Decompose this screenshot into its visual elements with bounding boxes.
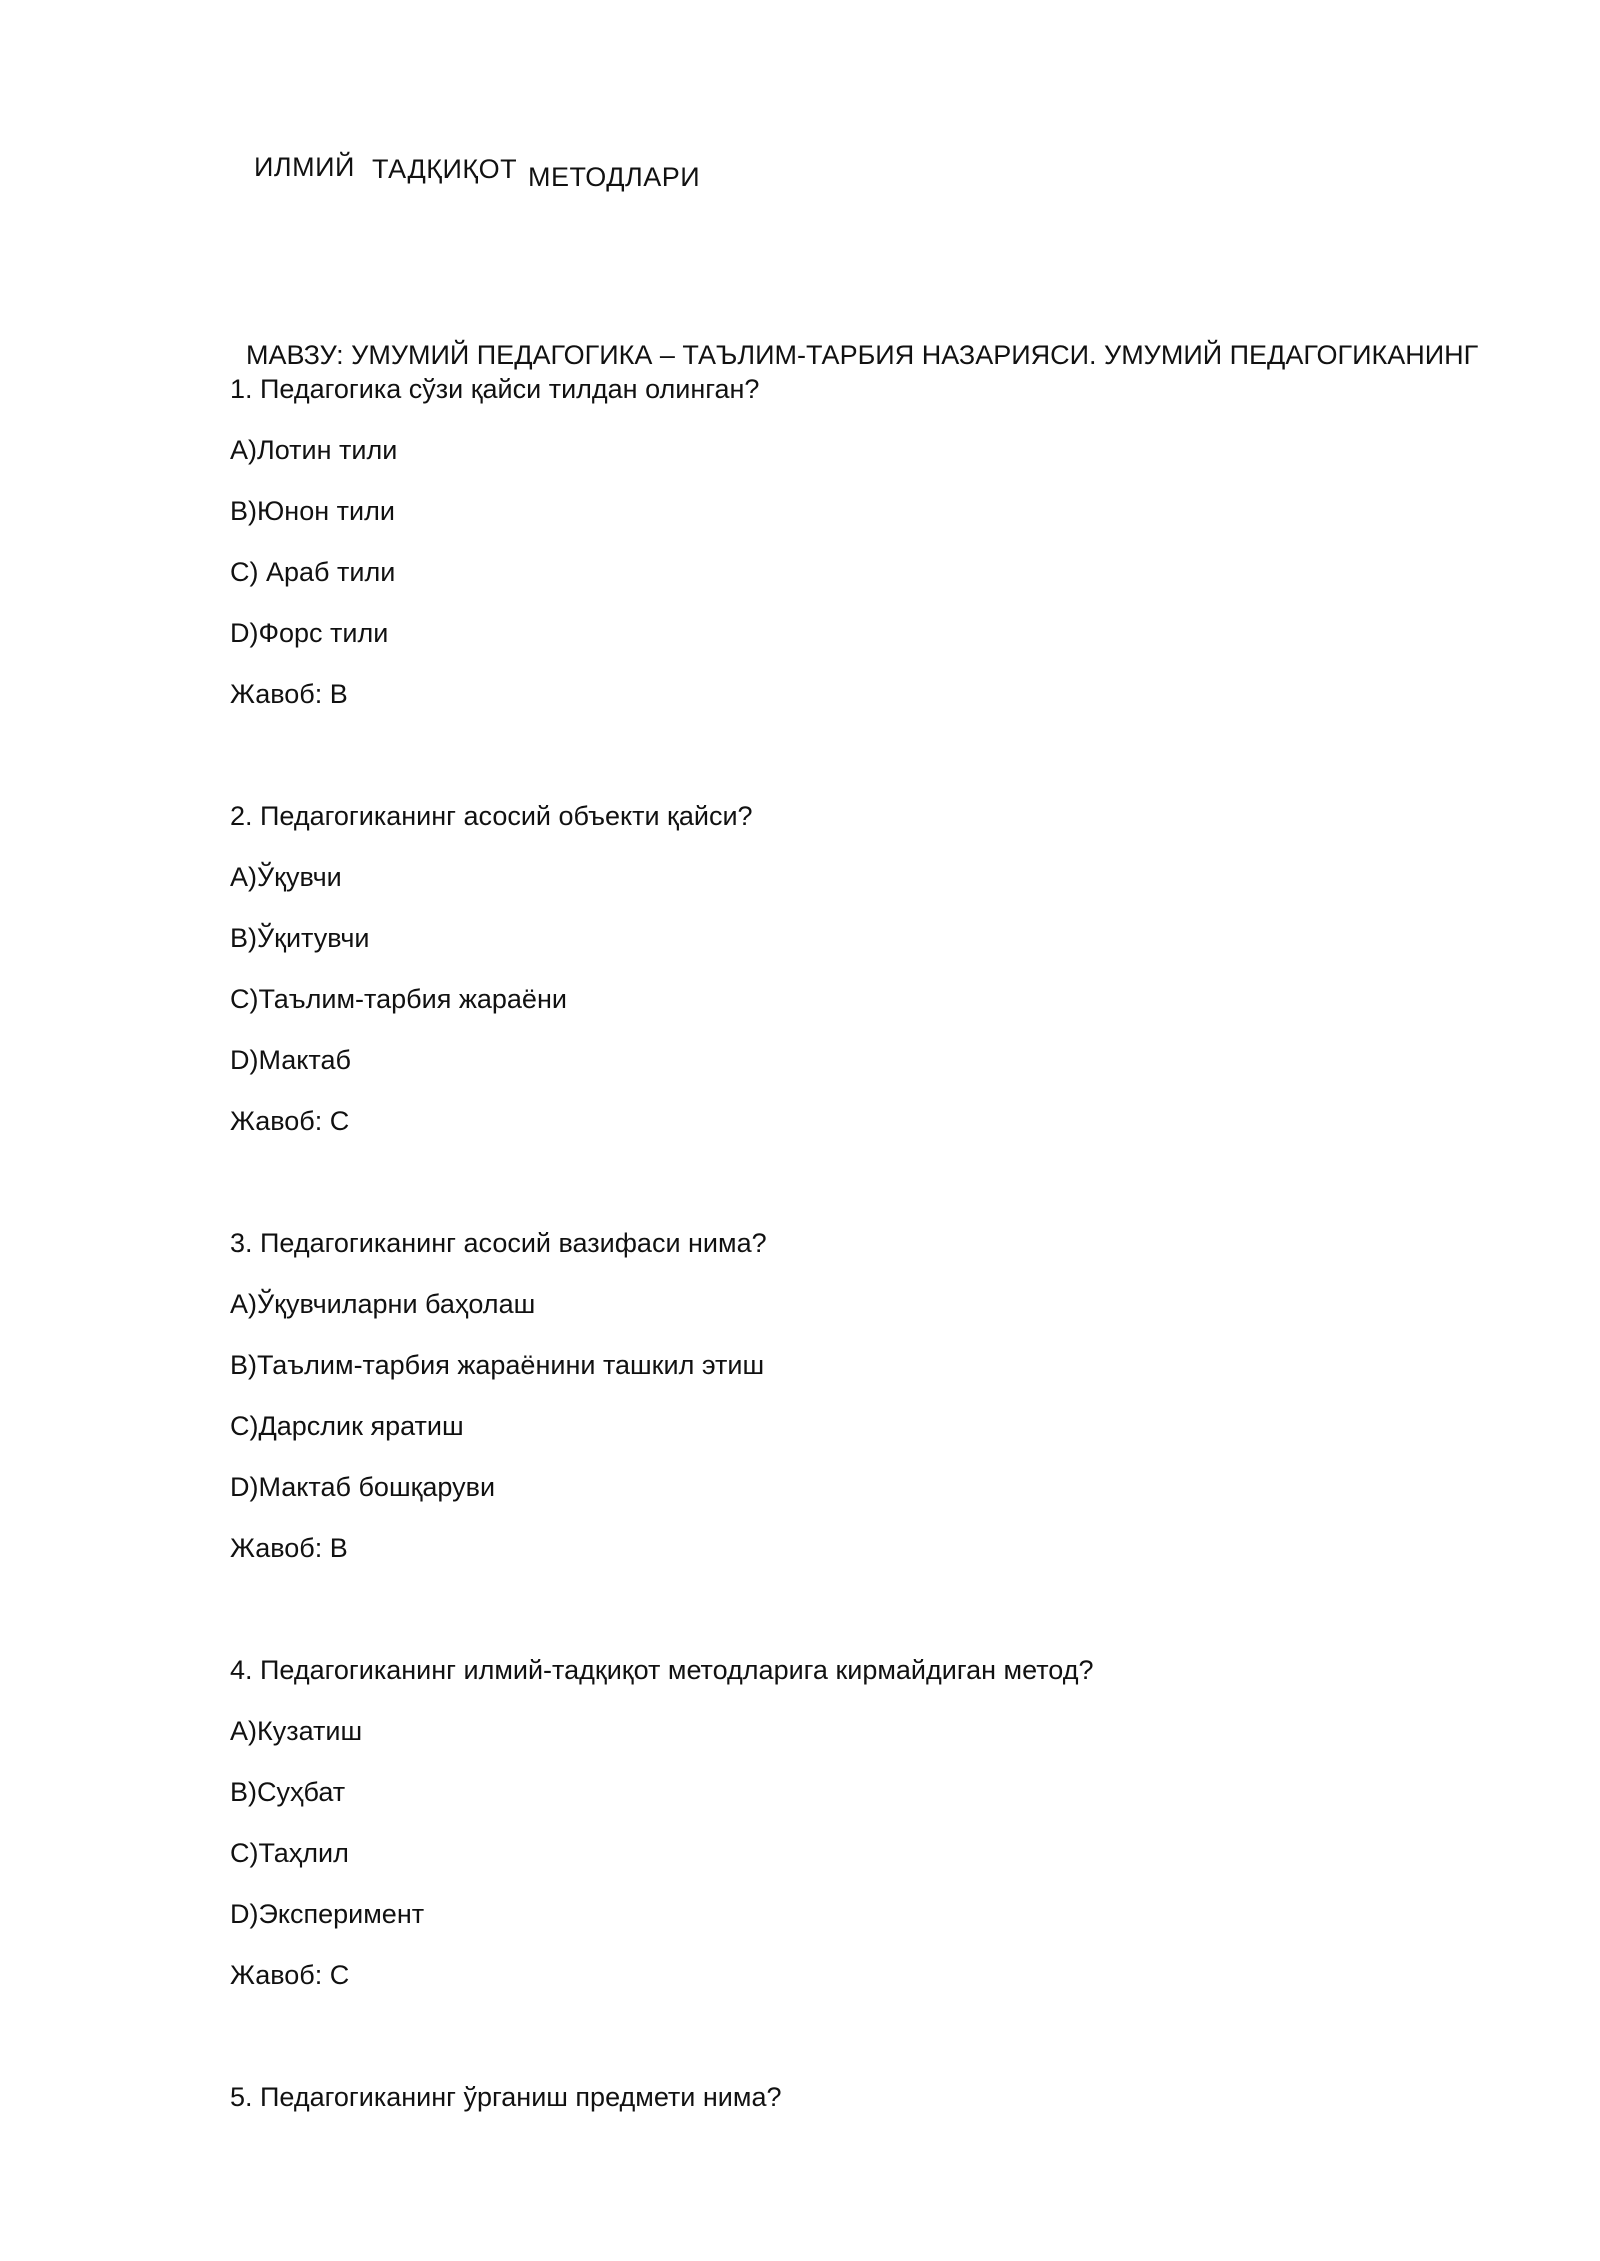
question-4-option-d: D)Эксперимент bbox=[230, 1899, 425, 1929]
topic-heading: МАВЗУ: УМУМИЙ ПЕДАГОГИКА – ТАЪЛИМ-ТАРБИЯ НАЗАРИЯСИ. УМУМИЙ ПЕДАГОГИКАНИНГ bbox=[246, 340, 1479, 370]
question-3-option-a: A)Ўқувчиларни баҳолаш bbox=[230, 1289, 536, 1319]
question-5-text: 5. Педагогиканинг ўрганиш предмети нима? bbox=[230, 2082, 782, 2112]
question-3-option-c: C)Дарслик яратиш bbox=[230, 1411, 464, 1441]
question-1-option-b: B)Юнон тили bbox=[230, 496, 395, 526]
question-2-text: 2. Педагогиканинг асосий объекти қайси? bbox=[230, 801, 753, 831]
question-2-option-d: D)Мактаб bbox=[230, 1045, 351, 1075]
question-4-option-b: B)Суҳбат bbox=[230, 1777, 346, 1807]
question-2-answer: Жавоб: C bbox=[230, 1106, 350, 1136]
header-word-3: МЕТОДЛАРИ bbox=[528, 162, 701, 192]
question-3-option-d: D)Мактаб бошқаруви bbox=[230, 1472, 496, 1502]
header-word-1: ИЛМИЙ bbox=[254, 152, 355, 182]
question-2-option-b: B)Ўқитувчи bbox=[230, 923, 370, 953]
question-4-option-a: A)Кузатиш bbox=[230, 1716, 363, 1746]
question-1-answer: Жавоб: B bbox=[230, 679, 348, 709]
question-1-option-d: D)Форс тили bbox=[230, 618, 389, 648]
question-3-answer: Жавоб: B bbox=[230, 1533, 348, 1563]
question-1-option-c: C) Араб тили bbox=[230, 557, 396, 587]
question-2-option-c: C)Таълим-тарбия жараёни bbox=[230, 984, 567, 1014]
question-4-text: 4. Педагогиканинг илмий-тадқиқот методларига кирмайдиган метод? bbox=[230, 1655, 1094, 1685]
question-3-option-b: B)Таълим-тарбия жараёнини ташкил этиш bbox=[230, 1350, 765, 1380]
question-4-option-c: C)Таҳлил bbox=[230, 1838, 349, 1868]
question-4-answer: Жавоб: C bbox=[230, 1960, 350, 1990]
question-1-option-a: A)Лотин тили bbox=[230, 435, 398, 465]
question-1-text: 1. Педагогика сўзи қайси тилдан олинган? bbox=[230, 374, 760, 404]
header-word-2: ТАДҚИҚОТ bbox=[372, 154, 518, 184]
question-3-text: 3. Педагогиканинг асосий вазифаси нима? bbox=[230, 1228, 767, 1258]
question-2-option-a: A)Ўқувчи bbox=[230, 862, 342, 892]
